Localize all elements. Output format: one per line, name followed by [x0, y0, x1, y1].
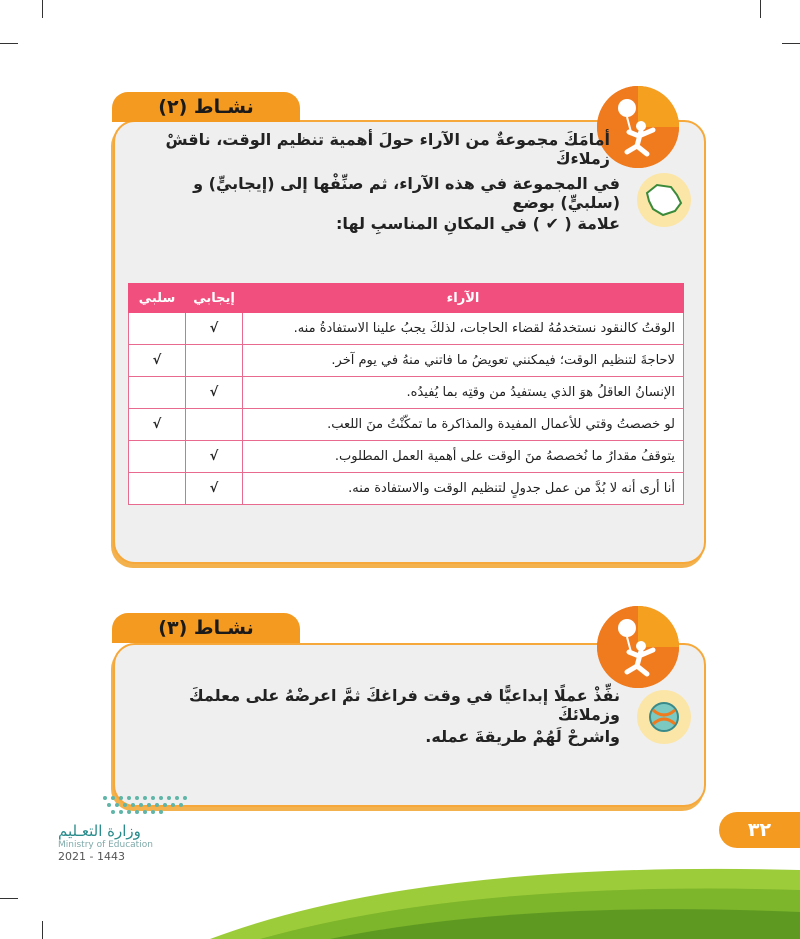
positive-check-cell[interactable]: √ [186, 313, 243, 345]
table-row [129, 377, 684, 409]
positive-check-cell[interactable] [186, 409, 243, 441]
positive-check-cell[interactable] [186, 345, 243, 377]
saudi-map-icon [637, 173, 691, 227]
activity-3-title: نشـاط (٣) [112, 613, 300, 643]
negative-check-cell[interactable]: √ [129, 409, 186, 441]
decorative-green-swoosh [0, 850, 800, 939]
page-number: ٣٢ [719, 812, 800, 848]
opinions-table [128, 283, 684, 505]
negative-check-cell[interactable] [129, 313, 186, 345]
header-opinions: الآراء [243, 284, 684, 313]
activity-2-intro-line-1: أمامَكَ مجموعةٌ من الآراء حولَ أهمية تنظيم الوقت، ناقشْ زملاءكَ [165, 130, 610, 168]
activity-2-title: نشـاط (٢) [112, 92, 300, 122]
header-negative: سلبي [129, 284, 186, 313]
header-positive: إيجابي [186, 284, 243, 313]
ministry-logo-dots [100, 793, 190, 817]
activity-2-intro-line-2: في المجموعة في هذه الآراء، ثم صنِّفْها إلى (إيجابيٍّ) و (سلبيٍّ) بوضع [193, 174, 620, 212]
opinion-text: يتوقفُ مقدارُ ما نُخصصهُ منَ الوقت على أهمية العمل المطلوب. [243, 441, 684, 473]
crop-mark [42, 0, 43, 18]
table-row [129, 345, 684, 377]
activity-3-line-1: نفِّذْ عملًا إبداعيًّا في وقت فراغكَ ثمَّ اعرضْهُ على معلمكَ وزملائكَ [189, 686, 620, 724]
positive-check-cell[interactable]: √ [186, 377, 243, 409]
opinion-text: الوقتُ كالنقود نستخدمُهُ لقضاء الحاجات، لذلكَ يجبُ علينا الاستفادةُ منه. [243, 313, 684, 345]
negative-check-cell[interactable] [129, 473, 186, 505]
positive-check-cell[interactable]: √ [186, 473, 243, 505]
globe-icon [637, 690, 691, 744]
child-with-balloon-icon [597, 606, 679, 688]
negative-check-cell[interactable]: √ [129, 345, 186, 377]
crop-mark [760, 0, 761, 18]
opinion-text: الإنسانُ العاقلُ هوَ الذي يستفيدُ من وقتِه بما يُفيدُه. [243, 377, 684, 409]
negative-check-cell[interactable] [129, 441, 186, 473]
table-row [129, 441, 684, 473]
table-row [129, 473, 684, 505]
ministry-year: 2021 - 1443 [58, 850, 125, 863]
opinion-text: لو خصصتُ وقتي للأعمال المفيدة والمذاكرة ما تمكّنْتُ منَ اللعب. [243, 409, 684, 441]
ministry-name-arabic: وزارة التعـليم [58, 822, 141, 840]
negative-check-cell[interactable] [129, 377, 186, 409]
ministry-name-english: Ministry of Education [58, 840, 153, 850]
activity-3-line-2: واشرحْ لَهُمْ طريقةَ عمله. [425, 727, 620, 746]
table-row [129, 313, 684, 345]
activity-2-intro-line-3: علامة ( ✔ ) في المكانِ المناسبِ لها: [336, 214, 620, 233]
opinion-text: أنا أرى أنه لا بُدَّ من عمل جدولٍ لتنظيم الوقت والاستفادة منه. [243, 473, 684, 505]
positive-check-cell[interactable]: √ [186, 441, 243, 473]
crop-mark [782, 43, 800, 44]
table-row [129, 409, 684, 441]
table-header-row [129, 284, 684, 313]
opinion-text: لاحاجةَ لتنظيم الوقت؛ فيمكنني تعويضُ ما فاتني منهُ في يوم آخر. [243, 345, 684, 377]
crop-mark [0, 43, 18, 44]
